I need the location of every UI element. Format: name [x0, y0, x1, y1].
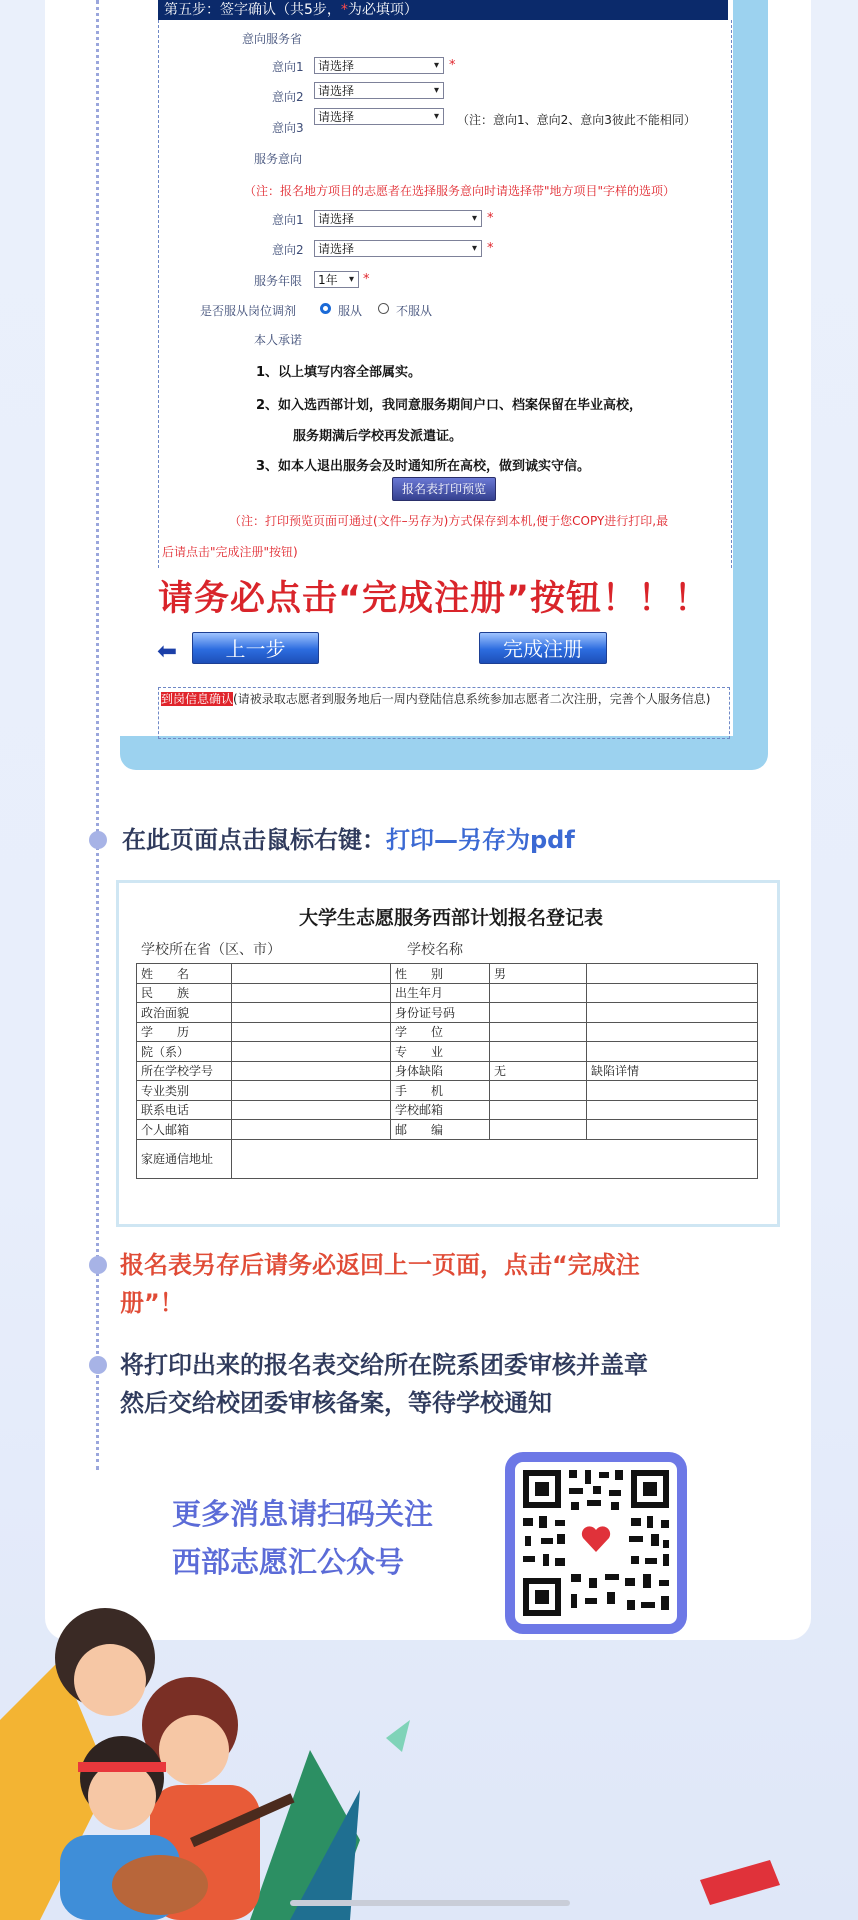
chevron-down-icon: ▾	[433, 60, 439, 71]
table-cell: 身体缺陷	[391, 1061, 490, 1081]
timeline-line	[96, 0, 99, 1470]
select-value: 请选择	[318, 110, 355, 124]
select-value: 请选择	[318, 212, 355, 226]
intent2-label: 意向2	[272, 90, 304, 104]
registration-form-image	[116, 880, 780, 1227]
select-value: 1年	[318, 273, 338, 287]
province-intent2-select[interactable]	[314, 82, 444, 99]
step3-line1: 将打印出来的报名表交给所在院系团委审核并盖章	[120, 1351, 648, 1379]
table-cell	[490, 1120, 587, 1140]
table-cell: 身份证号码	[391, 1003, 490, 1023]
province-intent1-select[interactable]	[314, 57, 444, 74]
chevron-down-icon: ▾	[348, 274, 354, 285]
table-cell	[587, 1042, 758, 1062]
table-cell	[232, 1100, 391, 1120]
intent1-label: 意向1	[272, 60, 304, 74]
table-cell: 姓 名	[137, 964, 232, 984]
table-row	[137, 1003, 758, 1023]
table-cell	[232, 1022, 391, 1042]
promise-item-2-cont: 服务期满后学校再发派遣证。	[293, 429, 463, 444]
obey-no-radio[interactable]	[378, 303, 389, 314]
chevron-down-icon: ▾	[471, 243, 477, 254]
table-cell	[232, 1003, 391, 1023]
obey-yes-label: 服从	[338, 304, 363, 318]
paper-plane-shape	[386, 1720, 410, 1752]
step2-text	[120, 1246, 800, 1322]
step-dot	[89, 831, 107, 849]
required-star: *	[487, 211, 494, 226]
promise-title: 本人承诺	[254, 333, 303, 347]
table-cell: 无	[490, 1061, 587, 1081]
table-cell: 所在学校学号	[137, 1061, 232, 1081]
chevron-down-icon: ▾	[471, 213, 477, 224]
province-note: （注：意向1、意向2、意向3彼此不能相同）	[457, 113, 696, 127]
must-click-warning: 请务必点击“完成注册”按钮！！！	[158, 579, 711, 619]
table-cell	[587, 983, 758, 1003]
table-row	[137, 1100, 758, 1120]
step-dot	[89, 1256, 107, 1274]
table-cell	[232, 1061, 391, 1081]
book-shape	[700, 1860, 780, 1905]
arrival-info-box	[158, 687, 730, 739]
service-years-select[interactable]	[314, 271, 359, 288]
prev-step-button[interactable]: 上一步	[192, 632, 319, 664]
table-cell	[490, 983, 587, 1003]
person-face	[159, 1715, 229, 1785]
table-row	[137, 983, 758, 1003]
guitar-body	[112, 1855, 208, 1915]
finish-register-button[interactable]: 完成注册	[479, 632, 607, 664]
table-cell	[587, 1120, 758, 1140]
registration-table	[136, 963, 758, 1179]
step1-text	[122, 821, 575, 859]
table-cell	[587, 1003, 758, 1023]
print-note: （注：打印预览页面可通过(文件–另存为)方式保存到本机,便于您COPY进行打印,最	[229, 514, 669, 528]
table-cell: 男	[490, 964, 587, 984]
table-cell	[232, 1120, 391, 1140]
table-cell	[232, 1139, 758, 1178]
chevron-down-icon: ▾	[433, 85, 439, 96]
table-cell	[587, 1100, 758, 1120]
arrival-info-highlight: 到岗信息确认	[161, 692, 234, 706]
step-dot	[89, 1356, 107, 1374]
table-cell: 民 族	[137, 983, 232, 1003]
volunteers-illustration	[0, 1540, 858, 1920]
table-row	[137, 1120, 758, 1140]
table-cell	[587, 964, 758, 984]
table-cell: 联系电话	[137, 1100, 232, 1120]
headband	[78, 1762, 166, 1772]
table-cell: 手 机	[391, 1081, 490, 1101]
print-note-cont: 后请点击"完成注册"按钮)	[162, 545, 298, 559]
chevron-down-icon: ▾	[433, 111, 439, 122]
table-row	[137, 1061, 758, 1081]
table-cell	[490, 1100, 587, 1120]
table-cell: 学 历	[137, 1022, 232, 1042]
arrow-left-icon: ⬅	[157, 637, 178, 665]
promise-item-2: 2、如入选西部计划，我同意服务期间户口、档案保留在毕业高校，	[256, 398, 643, 413]
table-row	[137, 1081, 758, 1101]
step2-line1: 报名表另存后请务必返回上一页面，点击“完成注	[120, 1251, 640, 1279]
table-cell: 邮 编	[391, 1120, 490, 1140]
follow-line2: 西部志愿汇公众号	[172, 1545, 405, 1579]
table-cell: 出生年月	[391, 983, 490, 1003]
required-star: *	[487, 241, 494, 256]
table-cell: 院（系）	[137, 1042, 232, 1062]
obey-adjustment-label: 是否服从岗位调剂	[200, 304, 297, 318]
step1-highlight: 打印—另存为pdf	[386, 826, 575, 854]
service-intent-label: 服务意向	[254, 152, 303, 166]
service-intent2-label: 意向2	[272, 243, 304, 257]
follow-line1: 更多消息请扫码关注	[172, 1497, 434, 1531]
step3-text	[120, 1346, 800, 1422]
table-cell	[490, 1042, 587, 1062]
service-intent1-select[interactable]	[314, 210, 482, 227]
table-cell: 专业类别	[137, 1081, 232, 1101]
arrival-info-text: (请被录取志愿者到服务地后一周内登陆信息系统参加志愿者二次注册，完善个人服务信息)	[233, 692, 711, 706]
intended-province-label: 意向服务省	[242, 32, 303, 46]
step-five-header	[158, 0, 728, 20]
school-name-label: 学校名称	[407, 942, 463, 958]
table-row	[137, 964, 758, 984]
service-intent-note: （注：报名地方项目的志愿者在选择服务意向时请选择带"地方项目"字样的选项）	[244, 184, 676, 198]
intent3-label: 意向3	[272, 121, 304, 135]
step-header-text-suffix: 为必填项）	[347, 2, 418, 18]
service-intent2-select[interactable]	[314, 240, 482, 257]
province-intent3-select[interactable]	[314, 108, 444, 125]
table-cell: 家庭通信地址	[137, 1139, 232, 1178]
promise-item-1: 1、以上填写内容全部属实。	[256, 365, 422, 380]
table-cell	[232, 983, 391, 1003]
step-header-text: 第五步：签字确认（共5步，	[164, 2, 341, 18]
registration-title: 大学生志愿服务西部计划报名登记表	[298, 907, 603, 929]
obey-yes-radio[interactable]	[320, 303, 331, 314]
obey-no-label: 不服从	[396, 304, 433, 318]
promise-item-3: 3、如本人退出服务会及时通知所在高校，做到诚实守信。	[256, 459, 591, 474]
table-cell: 学校邮箱	[391, 1100, 490, 1120]
select-value: 请选择	[318, 242, 355, 256]
table-cell: 政治面貌	[137, 1003, 232, 1023]
person-face	[74, 1644, 146, 1716]
select-value: 请选择	[318, 84, 355, 98]
required-star: *	[340, 2, 348, 18]
table-cell	[232, 1042, 391, 1062]
required-star: *	[363, 272, 370, 287]
home-indicator[interactable]	[290, 1900, 570, 1906]
print-preview-button[interactable]: 报名表打印预览	[392, 477, 496, 501]
step2-line2: 册”！	[120, 1289, 184, 1317]
table-cell	[232, 1081, 391, 1101]
table-row	[137, 1139, 758, 1178]
table-cell: 专 业	[391, 1042, 490, 1062]
person-face	[88, 1762, 156, 1830]
service-years-label: 服务年限	[254, 274, 303, 288]
select-value: 请选择	[318, 59, 355, 73]
table-cell: 学 位	[391, 1022, 490, 1042]
table-cell	[490, 1022, 587, 1042]
table-cell: 缺陷详情	[587, 1061, 758, 1081]
table-cell	[587, 1081, 758, 1101]
table-cell: 性 别	[391, 964, 490, 984]
service-intent1-label: 意向1	[272, 213, 304, 227]
table-cell	[490, 1003, 587, 1023]
step1-prefix: 在此页面点击鼠标右键：	[122, 826, 386, 854]
table-cell	[490, 1081, 587, 1101]
step3-line2: 然后交给校团委审核备案，等待学校通知	[120, 1389, 552, 1417]
table-row	[137, 1022, 758, 1042]
table-cell	[587, 1022, 758, 1042]
table-cell	[232, 964, 391, 984]
required-star: *	[449, 58, 456, 73]
school-province-label: 学校所在省（区、市）	[141, 942, 281, 958]
table-row	[137, 1042, 758, 1062]
table-cell: 个人邮箱	[137, 1120, 232, 1140]
